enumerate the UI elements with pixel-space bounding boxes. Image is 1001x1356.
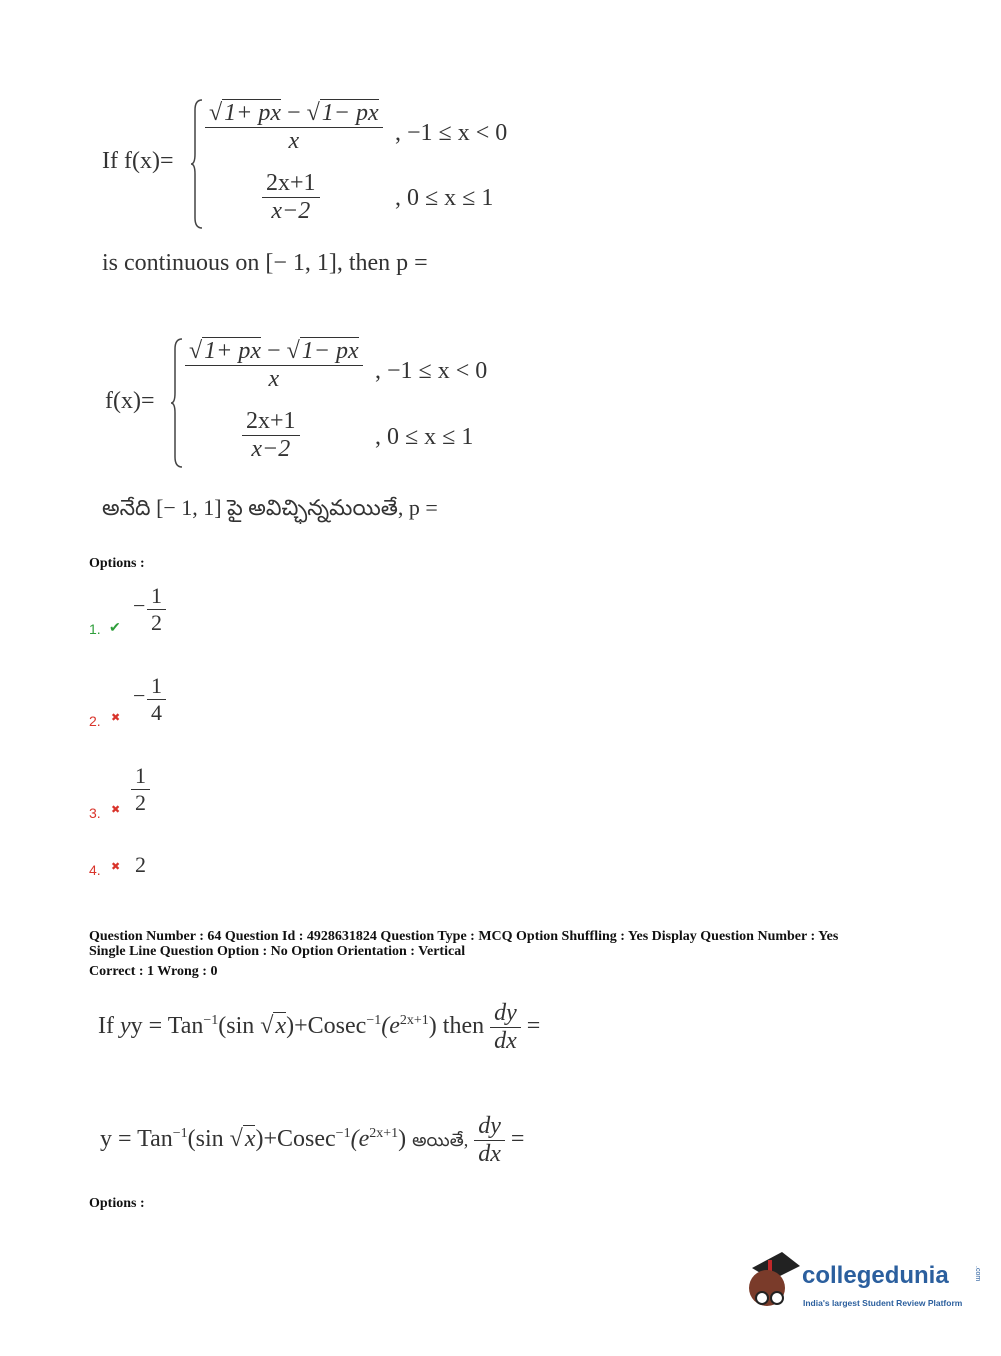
q64-en-question: If yy = Tan$^{-1}$(sin $√x)+Cosec^{-1}(e^{2x+1})$ then $\frac{dy}{dx}$ = bbox=[98, 1000, 541, 1054]
cross-icon: ✖ bbox=[111, 861, 121, 873]
logo-tagline: India's largest Student Review Platform bbox=[803, 1298, 963, 1308]
logo-name: collegedunia bbox=[802, 1262, 949, 1289]
page: If f(x)= $\frac{√1+ px - √1- px}{x}$ , −1 ≤ x < 0 $\frac{2x+1}{x-2}$ , 0 ≤ x ≤ 1 is continuous on [− 1, 1], then p = f(x)= $\frac{√1+ px - √1- px}{x}$ , −1 ≤ x < 0 $\frac{2x+1}{x-2}$ , 0 ≤ x ≤ 1 అనేది [− 1, 1] పై అవిచ్ఛిన్నమయితే, p = Options : 1. ✔ − $\frac{1}{2}$ 2. ✖ − $\frac{1}{4}$ 3. ✖ $\frac{1}{2}$ 4. ✖ 2 Question Number : 64 Question Id : 4928631824 Question Type : MCQ Option Shuffling : Yes Display Question Number : Yes Single Line Question Option : No Option Orientation : Vertical Correct : 1 Wrong : 0 If yy = Tan$^{-1}$(sin $√x)+Cosec^{-1}(e^{2x+1})$ then $\frac{dy}{dx}$ = y = Tan$^{-1}$(sin $√x)+Cosec^{-1}(e^{2x+1})$ అయితే, $\frac{dy}{dx}$ = Options : collegedunia .com India's largest Student Review Platform bbox=[0, 0, 1001, 1356]
q63-te-case2-fraction: $\frac{2x+1}{x-2}$ bbox=[242, 408, 300, 463]
brace bbox=[170, 337, 184, 469]
brace bbox=[190, 98, 204, 230]
q63-te-prefix: f(x)= bbox=[105, 388, 155, 414]
cross-icon: ✖ bbox=[111, 804, 121, 816]
q64-te-question: y = Tan$^{-1}$(sin $√x)+Cosec^{-1}(e^{2x+1})$ అయితే, $\frac{dy}{dx}$ = bbox=[100, 1113, 525, 1167]
check-icon: ✔ bbox=[109, 619, 121, 635]
q63-en-statement: is continuous on [− 1, 1], then p = bbox=[102, 250, 428, 276]
question-meta: Question Number : 64 Question Id : 4928631824 Question Type : MCQ Option Shuffling : Yes Display Question Number : Yes Single Line Question Option : No Option Orientation : Vertical bbox=[89, 929, 839, 959]
mascot-icon bbox=[742, 1250, 802, 1315]
q63-te-case2-cond: , 0 ≤ x ≤ 1 bbox=[375, 424, 474, 450]
q63-en-prefix: If f(x)= bbox=[102, 148, 174, 174]
q63-te-case1-cond: , −1 ≤ x < 0 bbox=[375, 358, 488, 384]
q63-te-case1-fraction: $\frac{√1+ px - √1- px}{x}$ bbox=[185, 338, 363, 393]
marks-info: Correct : 1 Wrong : 0 bbox=[89, 964, 218, 979]
options-label: Options : bbox=[89, 1196, 145, 1211]
q63-en-case2-cond: , 0 ≤ x ≤ 1 bbox=[395, 185, 494, 211]
options-label: Options : bbox=[89, 556, 145, 571]
cross-icon: ✖ bbox=[111, 712, 121, 724]
q63-en-case1-cond: , −1 ≤ x < 0 bbox=[395, 120, 508, 146]
q63-en-case2-fraction: $\frac{2x+1}{x-2}$ bbox=[262, 170, 320, 225]
q63-te-statement: అనేది [− 1, 1] పై అవిచ్ఛిన్నమయితే, p = bbox=[102, 495, 438, 520]
logo-com: .com bbox=[974, 1266, 981, 1282]
q63-en-case1-fraction: $\frac{√1+ px - √1- px}{x}$ bbox=[205, 100, 383, 155]
collegedunia-logo bbox=[742, 1250, 992, 1320]
